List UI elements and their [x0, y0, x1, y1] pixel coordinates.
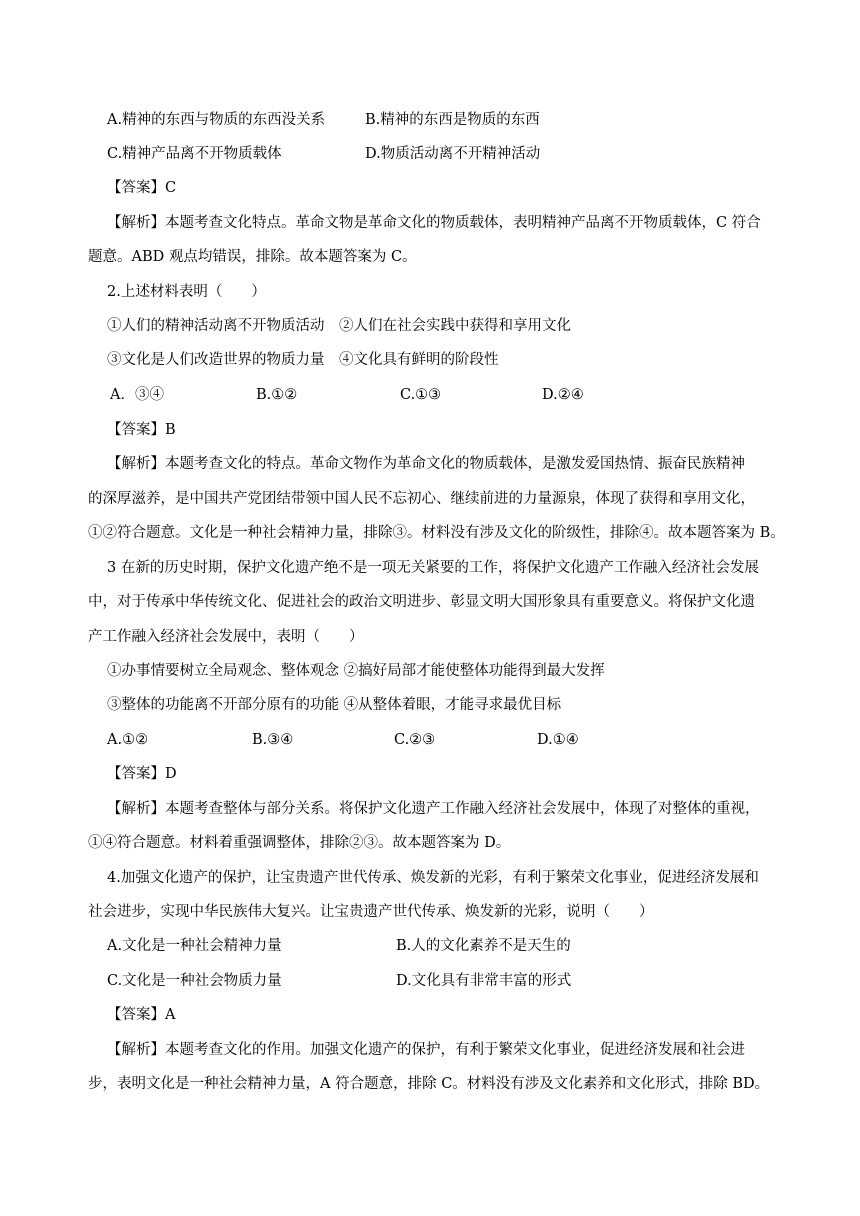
q3-option-d: D.①④: [537, 732, 579, 748]
q3-items-1-2: ①办事情要树立全局观念、整体观念 ②搞好局部才能使整体功能得到最大发挥: [107, 663, 605, 679]
q2-option-b: B.①②: [256, 387, 298, 403]
q4-option-d: D.文化具有非常丰富的形式: [396, 973, 572, 989]
q3-answer: 【答案】D: [107, 766, 177, 782]
q4-answer: 【答案】A: [107, 1007, 176, 1023]
q3-analysis-line-2: ①④符合题意。材料着重强调整体，排除②③。故本题答案为 D。: [88, 835, 511, 851]
q1-option-a: A.精神的东西与物质的东西没关系: [107, 112, 326, 128]
q1-option-c: C.精神产品离不开物质载体: [107, 146, 282, 162]
q1-option-b: B.精神的东西是物质的东西: [365, 112, 540, 128]
q3-analysis-line-1: 【解析】本题考查整体与部分关系。将保护文化遗产工作融入经济社会发展中，体现了对整体的重视，: [107, 801, 760, 817]
q4-option-a: A.文化是一种社会精神力量: [107, 938, 282, 954]
q3-option-a: A.①②: [107, 732, 149, 748]
q4-stem-line-2: 社会进步，实现中华民族伟大复兴。让宝贵遗产世代传承、焕发新的光彩，说明（ ）: [88, 904, 654, 920]
q2-answer: 【答案】B: [107, 422, 176, 438]
q3-stem-line-2: 中，对于传承中华传统文化、促进社会的政治文明进步、彰显文明大国形象具有重要意义。将保护文化遗: [88, 594, 755, 610]
q4-analysis-line-1: 【解析】本题考查文化的作用。加强文化遗产的保护，有利于繁荣文化事业，促进经济发展和社会进: [107, 1042, 745, 1058]
q1-analysis-line-2: 题意。ABD 观点均错误，排除。故本题答案为 C。: [88, 249, 417, 265]
q2-items-3-4: ③文化是人们改造世界的物质力量 ④文化具有鲜明的阶段性: [107, 352, 499, 368]
q2-option-a: A．③④: [110, 387, 164, 403]
q1-analysis-line-1: 【解析】本题考查文化特点。革命文物是革命文化的物质载体，表明精神产品离不开物质载体，C 符合: [107, 215, 761, 231]
q4-option-c: C.文化是一种社会物质力量: [107, 973, 282, 989]
q4-stem-line-1: 4.加强文化遗产的保护，让宝贵遗产世代传承、焕发新的光彩，有利于繁荣文化事业，促进经济发展和: [107, 870, 759, 886]
q2-items-1-2: ①人们的精神活动离不开物质活动 ②人们在社会实践中获得和享用文化: [107, 318, 571, 334]
q3-stem-line-1: 3 在新的历史时期，保护文化遗产绝不是一项无关紧要的工作，将保护文化遗产工作融入经济社会发展: [107, 560, 759, 576]
q3-stem-line-3: 产工作融入经济社会发展中，表明（ ）: [88, 629, 364, 645]
q3-option-b: B.③④: [252, 732, 294, 748]
q2-analysis-line-3: ①②符合题意。文化是一种社会精神力量，排除③。材料没有涉及文化的阶级性，排除④。故本题答案为 B。: [88, 525, 785, 541]
q3-items-3-4: ③整体的功能离不开部分原有的功能 ④从整体着眼，才能寻求最优目标: [107, 697, 562, 713]
q4-analysis-line-2: 步，表明文化是一种社会精神力量，A 符合题意，排除 C。材料没有涉及文化素养和文化形式，排除 BD。: [88, 1076, 770, 1092]
q3-option-c: C.②③: [394, 732, 436, 748]
q4-option-b: B.人的文化素养不是天生的: [396, 938, 571, 954]
q1-option-d: D.物质活动离不开精神活动: [365, 146, 541, 162]
q1-answer: 【答案】C: [107, 180, 177, 196]
q2-option-c: C.①③: [400, 387, 442, 403]
q2-stem: 2.上述材料表明（ ）: [107, 284, 266, 300]
q2-analysis-line-1: 【解析】本题考查文化的特点。革命文物作为革命文化的物质载体，是激发爱国热情、振奋民族精神: [107, 456, 745, 472]
q2-option-d: D.②④: [542, 387, 584, 403]
q2-analysis-line-2: 的深厚滋养，是中国共产党团结带领中国人民不忘初心、继续前进的力量源泉，体现了获得和享用文化，: [88, 491, 755, 507]
